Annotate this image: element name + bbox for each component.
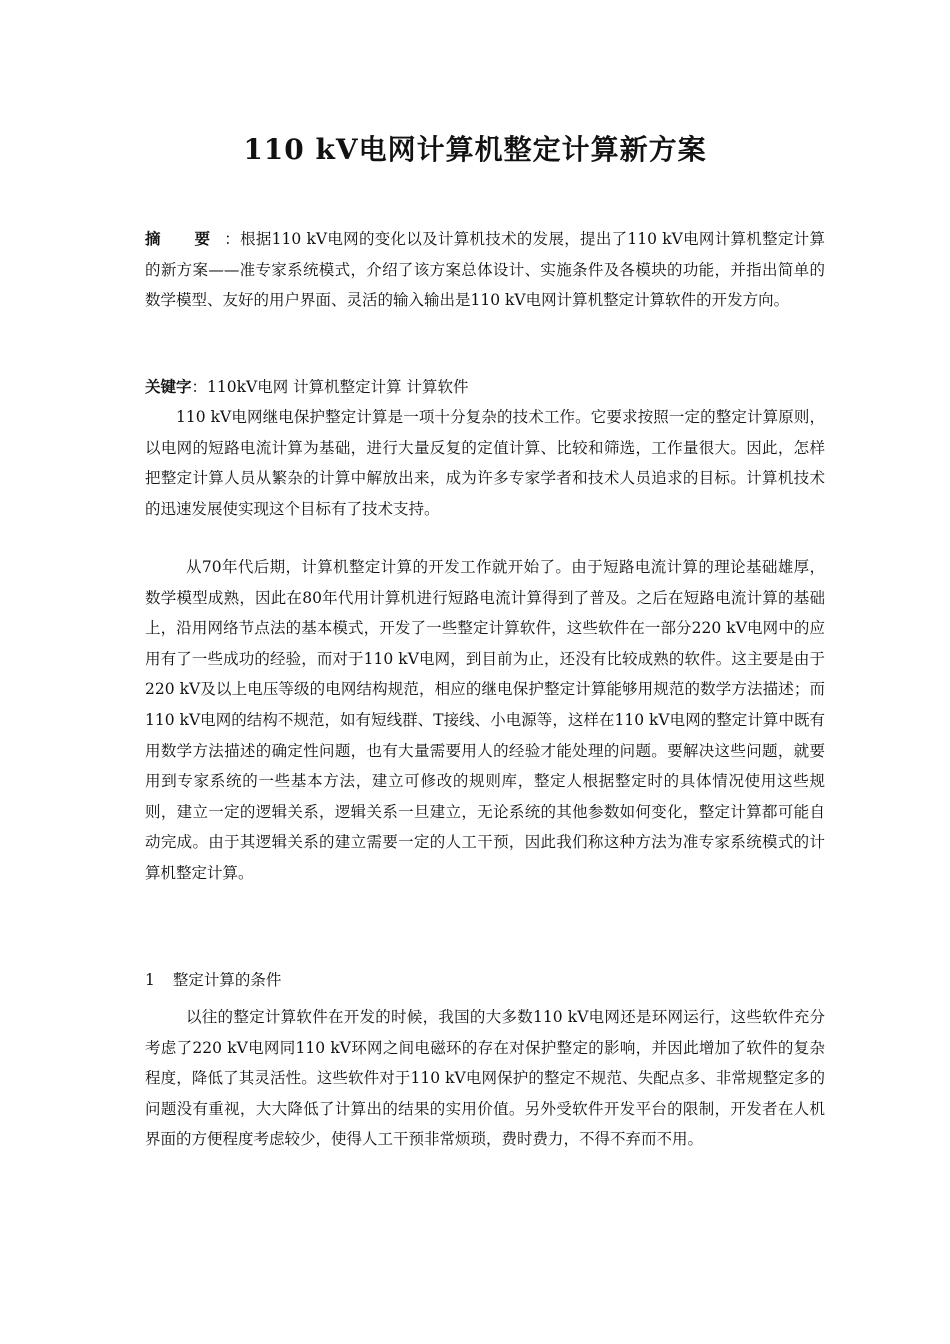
abstract-text: 根据110 kV电网的变化以及计算机技术的发展，提出了110 kV电网计算机整定计算的新方案——准专家系统模式，介绍了该方案总体设计、实施条件及各模块的功能，并指出简单的数学模型、友好的用户界面、灵活的输入输出是110 kV电网计算机整定计算软件的开发方向。 xyxy=(145,230,825,310)
section-heading xyxy=(145,965,281,995)
keywords-colon: ： xyxy=(191,378,208,396)
body-paragraph: 110 kV电网继电保护整定计算是一项十分复杂的技术工作。它要求按照一定的整定计算原则，以电网的短路电流计算为基础，进行大量反复的定值计算、比较和筛选，工作量很大。因此，怎样把整定计算人员从繁杂的计算中解放出来，成为许多专家学者和技术人员追求的目标。计算机技术的迅速发展使实现这个目标有了技术支持。 xyxy=(145,408,825,518)
abstract-colon: ： xyxy=(224,230,241,248)
section-number: 1 xyxy=(145,971,155,989)
keywords xyxy=(145,372,825,402)
section-title: 整定计算的条件 xyxy=(172,971,282,989)
abstract-label: 摘 要 xyxy=(145,229,225,248)
abstract xyxy=(145,224,825,316)
document-title: 110 kV电网计算机整定计算新方案 xyxy=(243,133,707,166)
keywords-text: 110kV电网 计算机整定计算 计算软件 xyxy=(207,378,469,396)
keywords-label: 关键字 xyxy=(145,377,192,396)
body-paragraph: 以往的整定计算软件在开发的时候，我国的大多数110 kV电网还是环网运行，这些软件充分考虑了220 kV电网同110 kV环网之间电磁环的存在对保护整定的影响，并因此增加了软件的复杂程度，降低了其灵活性。这些软件对于110 kV电网保护的整定不规范、失配点多、非常规整定多的问题没有重视，大大降低了计算出的结果的实用价值。另外受软件开发平台的限制，开发者在人机界面的方便程度考虑较少，使得人工干预非常烦琐，费时费力，不得不弃而不用。 xyxy=(145,1008,825,1149)
body-paragraph: 从70年代后期，计算机整定计算的开发工作就开始了。由于短路电流计算的理论基础雄厚，数学模型成熟，因此在80年代用计算机进行短路电流计算得到了普及。之后在短路电流计算的基础上，沿用网络节点法的基本模式，开发了一些整定计算软件，这些软件在一部分220 kV电网中的应用有了一些成功的经验，而对于110 kV电网，到目前为止，还没有比较成熟的软件。这主要是由于220 kV及以上电压等级的电网结构规范，相应的继电保护整定计算能够用规范的数学方法描述；而110 kV电网的结构不规范，如有短线群、T接线、小电源等，这样在110 kV电网的整定计算中既有用数学方法描述的确定性问题，也有大量需要用人的经验才能处理的问题。要解决这些问题，就要用到专家系统的一些基本方法，建立可修改的规则库，整定人根据整定时的具体情况使用这些规则，建立一定的逻辑关系，逻辑关系一旦建立，无论系统的其他参数如何变化，整定计算都可能自动完成。由于其逻辑关系的建立需要一定的人工干预，因此我们称这种方法为准专家系统模式的计算机整定计算。 xyxy=(145,558,825,882)
